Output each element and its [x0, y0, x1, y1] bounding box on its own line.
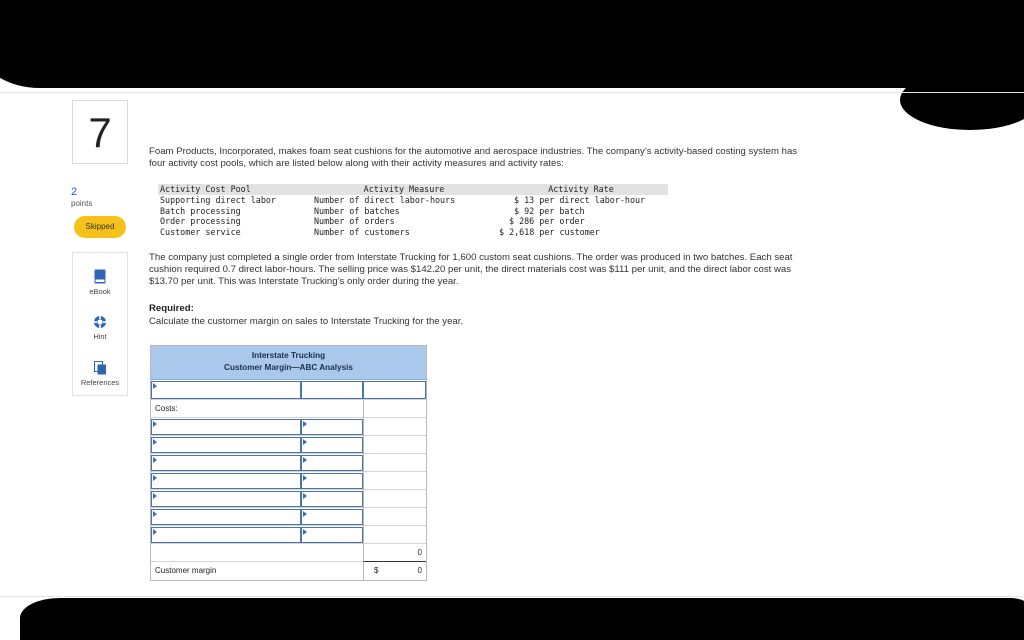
dropdown-marker-icon: [303, 475, 307, 481]
cost-amount-input[interactable]: [301, 527, 363, 543]
worksheet-row: [151, 418, 426, 436]
skipped-badge: Skipped: [74, 216, 126, 238]
redaction-top-blob: [900, 70, 1024, 130]
hint-label: Hint: [93, 332, 107, 341]
question-number-box: [72, 100, 128, 164]
table-row: [158, 195, 668, 206]
ebook-icon: [94, 269, 106, 284]
dropdown-marker-icon: [303, 493, 307, 499]
customer-margin-label: Customer margin: [155, 566, 217, 575]
dropdown-marker-icon: [153, 529, 157, 535]
required-heading: Required:: [149, 303, 194, 314]
cost-pool-cell: Order processing: [160, 216, 241, 227]
activity-measure-cell: Number of batches: [314, 205, 400, 216]
dropdown-marker-icon: [303, 529, 307, 535]
customer-margin-currency: $: [374, 566, 379, 575]
cost-amount-input[interactable]: [301, 509, 363, 525]
cost-label-input[interactable]: [151, 437, 301, 453]
total-costs-cell: [363, 544, 426, 562]
cost-label-input[interactable]: [151, 509, 301, 525]
sales-amount-input[interactable]: [301, 381, 363, 399]
header-activity-rate: Activity Rate: [548, 184, 614, 194]
sales-label-input[interactable]: [151, 381, 301, 399]
dropdown-marker-icon: [153, 493, 157, 499]
header-cost-pool: Activity Cost Pool: [160, 184, 251, 194]
total-costs-value: 0: [417, 548, 422, 557]
references-icon: [94, 361, 107, 375]
worksheet-header: [151, 346, 426, 380]
ebook-label: eBook: [89, 287, 111, 296]
empty-total-cell: [363, 490, 426, 508]
dropdown-marker-icon: [303, 511, 307, 517]
worksheet-row: [151, 490, 426, 508]
top-divider: [0, 92, 1024, 93]
redaction-top: [0, 0, 1024, 88]
worksheet-row: [151, 544, 426, 562]
ebook-button[interactable]: [73, 269, 127, 296]
customer-margin-worksheet: [150, 345, 427, 581]
cost-label-input[interactable]: [151, 419, 301, 435]
worksheet-title: Interstate Trucking: [251, 351, 326, 360]
cost-label-input[interactable]: [151, 473, 301, 489]
references-button[interactable]: [73, 361, 127, 387]
worksheet-subtitle: Customer Margin—ABC Analysis: [224, 363, 353, 372]
activity-rate-cell: $ 286 per order: [509, 216, 585, 227]
sales-total-input[interactable]: [363, 381, 426, 399]
intro-paragraph: Foam Products, Incorporated, makes foam seat cushions for the automotive and aerospace industries. The company’s activity-based costing system has four activity cost pools, which are listed below along with their activity measures and activity rates:: [149, 146, 798, 169]
activity-rate-cell: $ 13 per direct labor-hour: [514, 194, 646, 205]
empty-total-cell: [363, 472, 426, 490]
activity-rate-cell: $ 92 per batch: [514, 205, 585, 216]
worksheet-row: [151, 526, 426, 544]
dropdown-marker-icon: [153, 457, 157, 463]
empty-total-cell: [363, 526, 426, 544]
cost-amount-input[interactable]: [301, 491, 363, 507]
worksheet-row: [151, 380, 426, 400]
hint-button[interactable]: [73, 315, 127, 341]
costs-label: Costs:: [155, 404, 178, 413]
cost-pool-cell: Supporting direct labor: [160, 194, 276, 205]
header-activity-measure: Activity Measure: [363, 184, 445, 194]
dropdown-marker-icon: [153, 439, 157, 445]
table-row: [158, 216, 668, 227]
empty-total-cell: [363, 508, 426, 526]
worksheet-row: [151, 508, 426, 526]
cost-label-input[interactable]: [151, 527, 301, 543]
activity-measure-cell: Number of orders: [314, 216, 395, 227]
customer-margin-cell: [363, 562, 426, 580]
worksheet-row: [151, 454, 426, 472]
dropdown-marker-icon: [303, 439, 307, 445]
cost-amount-input[interactable]: [301, 419, 363, 435]
rate-table-header: [158, 184, 668, 195]
required-text: Calculate the customer margin on sales to Interstate Trucking for the year.: [149, 316, 464, 327]
references-label: References: [80, 378, 120, 387]
activity-rate-cell: $ 2,618 per customer: [499, 227, 600, 238]
order-details-paragraph: The company just completed a single order from Interstate Trucking for 1,600 custom seat cushions. The order was produced in two batches. Each seat cushion required 0.7 direct labor-hours. The selling price was $142.20 per unit, the direct materials cost was $111 per unit, and the direct labor cost was $13.70 per unit. This was Interstate Trucking’s only order during the year.: [149, 252, 793, 287]
table-row: [158, 227, 668, 238]
empty-total-cell: [363, 418, 426, 436]
dropdown-marker-icon: [153, 511, 157, 517]
bottom-divider: [0, 596, 1024, 597]
empty-total-cell: [363, 436, 426, 454]
costs-spacer-cell: [363, 400, 426, 418]
worksheet-row: [151, 436, 426, 454]
tools-panel: [72, 252, 128, 396]
dropdown-marker-icon: [153, 383, 157, 389]
worksheet-row: [151, 562, 426, 580]
hint-icon: [93, 315, 107, 329]
activity-measure-cell: Number of direct labor-hours: [314, 194, 456, 205]
points-label: points: [71, 199, 93, 208]
cost-amount-input[interactable]: [301, 455, 363, 471]
redaction-bottom: [20, 598, 1024, 640]
customer-margin-value: 0: [417, 566, 422, 575]
dropdown-marker-icon: [153, 475, 157, 481]
activity-rate-table: [158, 184, 668, 238]
activity-measure-cell: Number of customers: [314, 227, 410, 238]
cost-amount-input[interactable]: [301, 473, 363, 489]
table-row: [158, 206, 668, 217]
empty-total-cell: [363, 454, 426, 472]
cost-label-input[interactable]: [151, 491, 301, 507]
cost-amount-input[interactable]: [301, 437, 363, 453]
dropdown-marker-icon: [153, 421, 157, 427]
cost-pool-cell: Customer service: [160, 227, 241, 238]
cost-label-input[interactable]: [151, 455, 301, 471]
worksheet-row: [151, 472, 426, 490]
dropdown-marker-icon: [303, 421, 307, 427]
worksheet-row: [151, 400, 426, 418]
cost-pool-cell: Batch processing: [160, 205, 241, 216]
dropdown-marker-icon: [303, 457, 307, 463]
question-number: 7: [88, 109, 112, 156]
points-value: 2: [71, 186, 78, 198]
